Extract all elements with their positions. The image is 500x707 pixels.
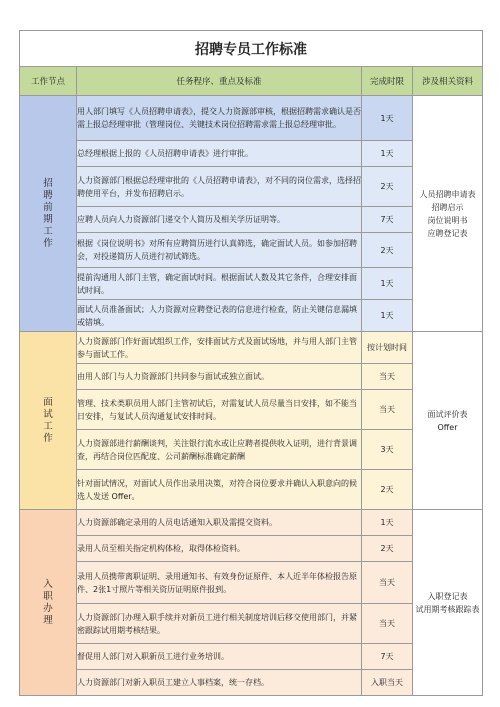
table-row	[20, 96, 483, 141]
phase-node-label: 面试工作	[43, 396, 53, 444]
time-cell: 7天	[362, 207, 413, 233]
task-cell: 针对面试情况，对面试人员作出录用决策，对符合岗位要求并确认入职意向的候选人发送 Offer。	[77, 470, 362, 510]
resource-item: 招聘启示	[431, 202, 464, 212]
resources-cell	[413, 510, 483, 696]
work-standard-table	[19, 30, 483, 696]
resource-item: 人员招聘申请表	[419, 189, 476, 199]
header-node: 工作节点	[20, 67, 77, 96]
header-time: 完成时限	[362, 67, 413, 96]
time-cell: 当天	[362, 604, 413, 644]
phase-node-label: 入职办理	[43, 578, 53, 626]
header-resources: 涉及相关资料	[413, 67, 483, 96]
task-cell: 人力资源部门作好面试组织工作，安排面试方式及面试场地，并与用人部门主管参与面试工作。	[77, 332, 362, 364]
task-cell: 提前沟通用人部门主管，确定面试时间。根据面试人数及其它条件，合理安排面试时间。	[77, 268, 362, 300]
time-cell: 1天	[362, 300, 413, 332]
time-cell: 入职当天	[362, 670, 413, 696]
task-cell: 人力资源部门办理入职手续并对新员工进行相关制度培训后移交使用部门，并紧密跟踪试用期考核结果。	[77, 604, 362, 644]
resource-item: 应聘登记表	[427, 228, 468, 238]
resource-item: Offer	[437, 422, 458, 432]
resources-cell	[413, 332, 483, 510]
time-cell: 3天	[362, 430, 413, 470]
task-cell: 录用人员携带离职证明、录用通知书、有效身份证原件、本人近半年体检报告原件、2张1寸照片等相关资历证明原件报到。	[77, 562, 362, 604]
time-cell: 7天	[362, 644, 413, 670]
table-body	[20, 96, 483, 696]
phase-node-label: 招聘前期工作	[43, 177, 53, 249]
phase-node-cell	[20, 332, 77, 510]
time-cell: 2天	[362, 233, 413, 268]
task-cell: 人力资源部门对新入职员工建立人事档案，统一存档。	[77, 670, 362, 696]
resource-item: 岗位说明书	[427, 215, 468, 225]
task-cell: 督促用人部门对入职新员工进行业务培训。	[77, 644, 362, 670]
task-cell: 应聘人员向人力资源部门递交个人简历及相关学历证明等。	[77, 207, 362, 233]
resources-cell	[413, 96, 483, 332]
time-cell: 1天	[362, 96, 413, 141]
header-task: 任务程序、重点及标准	[77, 67, 362, 96]
table-row	[20, 510, 483, 536]
resource-item: 面试评价表	[427, 409, 468, 419]
phase-node-cell	[20, 96, 77, 332]
time-cell: 1天	[362, 141, 413, 167]
task-cell: 总经理根据上报的《人员招聘申请表》进行审批。	[77, 141, 362, 167]
resource-item: 试用期考核跟踪表	[415, 604, 480, 614]
time-cell: 1天	[362, 268, 413, 300]
time-cell: 当天	[362, 364, 413, 390]
table-row	[20, 332, 483, 364]
document-title: 招聘专员工作标准	[20, 31, 483, 67]
task-cell: 录用人员至相关指定机构体检，取得体检资料。	[77, 536, 362, 562]
time-cell: 当天	[362, 390, 413, 430]
task-cell: 面试人员准备面试；人力资源对应聘登记表的信息进行检查，防止关键信息漏填或错填。	[77, 300, 362, 332]
time-cell: 1天	[362, 510, 413, 536]
task-cell: 管理、技术类职员用人部门主管初试后，对需复试人员尽量当日安排，如不能当日安排，与复试人员沟通复试安排时间。	[77, 390, 362, 430]
time-cell: 2天	[362, 536, 413, 562]
task-cell: 根据《岗位说明书》对所有应聘简历进行认真筛选，确定面试人员。如参加招聘会，对投递简历人员进行初试筛选。	[77, 233, 362, 268]
phase-node-cell	[20, 510, 77, 696]
time-cell: 当天	[362, 562, 413, 604]
time-cell: 按计划时间	[362, 332, 413, 364]
resource-item: 入职登记表	[427, 591, 468, 601]
time-cell: 2天	[362, 470, 413, 510]
time-cell: 2天	[362, 167, 413, 207]
task-cell: 由用人部门与人力资源部门共同参与面试或独立面试。	[77, 364, 362, 390]
task-cell: 用人部门填写《人员招聘申请表》，提交人力资源部审核，根据招聘需求确认是否需上报总经理审批（管理岗位、关键技术岗位招聘需求需上报总经理审批。	[77, 96, 362, 141]
task-cell: 人力资源部进行薪酬谈判，关注银行流水或让应聘者提供收入证明，进行背景调查，再结合岗位匹配度、公司薪酬标准确定薪酬	[77, 430, 362, 470]
task-cell: 人力资源部门根据总经理审批的《人员招聘申请表》，对不同的岗位需求，选择招聘使用平台，并发布招聘启示。	[77, 167, 362, 207]
task-cell: 人力资源部确定录用的人员电话通知入职及需提交资料。	[77, 510, 362, 536]
